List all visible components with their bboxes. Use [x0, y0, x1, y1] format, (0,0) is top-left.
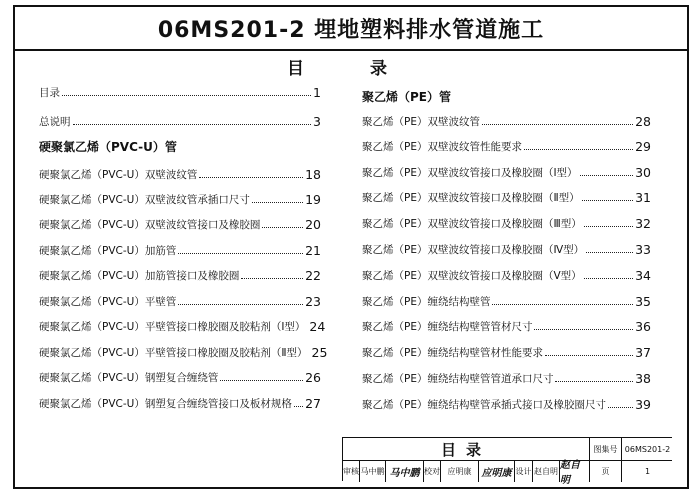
toc-entry-page: 35: [635, 294, 651, 309]
toc-entry-page: 32: [635, 216, 651, 231]
toc-entry-title: 聚乙烯（PE）缠绕结构壁管管道承口尺寸: [362, 373, 554, 385]
toc-entry-title: 聚乙烯（PE）缠绕结构壁管承插式接口及橡胶圈尺寸: [362, 399, 606, 411]
toc-entry: [39, 340, 328, 360]
toc-entry: [39, 212, 321, 232]
toc-entry: [39, 238, 321, 258]
toc-leader-dots: [584, 226, 633, 227]
toc-entry-title: 聚乙烯（PE）缠绕结构壁管管材尺寸: [362, 321, 533, 333]
check-label: 校对: [424, 460, 441, 482]
toc-leader-dots: [584, 278, 633, 279]
toc-entry-title: 聚乙烯（PE）双壁波纹管接口及橡胶圈（Ⅲ型）: [362, 218, 582, 230]
toc-entry-title: 聚乙烯（PE）双壁波纹管接口及橡胶圈（Ⅱ型）: [362, 192, 580, 204]
toc-entry-title: 硬聚氯乙烯（PVC-U）平壁管接口橡胶圈及胶粘剂（Ⅰ型）: [39, 321, 306, 333]
toc-leader-dots: [492, 304, 633, 305]
toc-entry-page: 20: [305, 217, 321, 232]
toc-leader-dots: [482, 124, 633, 125]
toc-entry: [362, 263, 651, 283]
toc-entry-title: 硬聚氯乙烯（PVC-U）双壁波纹管接口及橡胶圈: [39, 219, 261, 231]
toc-entry-page: 21: [305, 243, 321, 258]
toc-entry-page: 31: [635, 190, 651, 205]
reviewer-name: 马中鹏: [360, 460, 386, 482]
toc-entry-title: 硬聚氯乙烯（PVC-U）加筋管接口及橡胶圈: [39, 270, 240, 282]
toc-entry-page: 3: [313, 114, 321, 129]
designer-name: 赵自明: [533, 460, 560, 482]
toc-entry-title: 硬聚氯乙烯（PVC-U）平壁管接口橡胶圈及胶粘剂（Ⅱ型）: [39, 347, 308, 359]
toc-leader-dots: [178, 253, 303, 254]
toc-leader-dots: [262, 227, 303, 228]
toc-entry-page: 36: [635, 319, 651, 334]
toc-entry: [362, 314, 651, 334]
toc-entry: [39, 314, 326, 334]
toc-entry-page: 19: [305, 192, 321, 207]
toc-entry: [362, 340, 651, 360]
atlas-number: 06MS201-2: [624, 444, 671, 454]
checker-signature: 应明康: [479, 460, 515, 482]
toc-leader-dots: [524, 149, 633, 150]
toc-entry-title: 聚乙烯（PE）双壁波纹管性能要求: [362, 141, 522, 153]
toc-leader-dots: [241, 278, 303, 279]
toc-entry-page: 26: [305, 370, 321, 385]
toc-entry: [39, 263, 321, 283]
toc-entry-page: 34: [635, 268, 651, 283]
toc-entry-page: 37: [635, 345, 651, 360]
toc-entry-page: 24: [309, 319, 326, 334]
toc-entry-title: 硬聚氯乙烯（PVC-U）钢塑复合缠绕管: [39, 372, 219, 384]
toc-entry-title: 硬聚氯乙烯（PVC-U）双壁波纹管: [39, 169, 198, 181]
toc-entry-page: 33: [635, 242, 651, 257]
toc-leader-dots: [252, 202, 303, 203]
toc-entry-page: 27: [305, 396, 321, 411]
toc-entry: [362, 134, 651, 154]
toc-leader-dots: [545, 355, 633, 356]
toc-entry-page: 1: [313, 85, 321, 100]
toc-entry: [362, 237, 651, 257]
toc-leader-dots: [580, 175, 634, 176]
toc-leader-dots: [178, 304, 303, 305]
toc-entry-page: 28: [635, 114, 651, 129]
toc-section-heading: [39, 135, 321, 155]
document-title: 06MS201-2 埋地塑料排水管道施工: [15, 7, 687, 51]
toc-entry-title: 聚乙烯（PE）双壁波纹管: [362, 116, 480, 128]
toc-heading-right: 录: [370, 59, 387, 79]
toc-section-heading: [362, 85, 651, 105]
design-label: 设计: [515, 460, 533, 482]
toc-leader-dots: [555, 381, 633, 382]
toc-entry-title: 硬聚氯乙烯（PVC-U）双壁波纹管承插口尺寸: [39, 194, 250, 206]
toc-entry: [39, 162, 321, 182]
toc-entry-page: 38: [635, 371, 651, 386]
toc-entry-title: 硬聚氯乙烯（PVC-U）平壁管: [39, 296, 177, 308]
toc-entry: [362, 109, 651, 129]
toc-entry-page: 30: [635, 165, 651, 180]
toc-entry: [39, 187, 321, 207]
toc-entry-title: 聚乙烯（PE）双壁波纹管接口及橡胶圈（Ⅴ型）: [362, 270, 582, 282]
toc-entry-page: 18: [305, 167, 321, 182]
toc-entry-title: 总说明: [39, 116, 71, 128]
page-number: 1: [644, 466, 651, 476]
toc-entry-title: 聚乙烯（PE）双壁波纹管接口及橡胶圈（Ⅳ型）: [362, 244, 585, 256]
toc-leader-dots: [586, 252, 633, 253]
checker-name: 应明康: [441, 460, 479, 482]
toc-entry: [39, 109, 321, 129]
page-label: 页: [590, 460, 622, 482]
designer-signature: 赵自明: [560, 460, 590, 482]
toc-entry-title: 聚乙烯（PE）缠绕结构壁管材性能要求: [362, 347, 543, 359]
toc-entry: [362, 289, 651, 309]
toc-entry: [362, 185, 651, 205]
toc-leader-dots: [608, 407, 633, 408]
toc-entry: [39, 80, 321, 100]
toc-leader-dots: [199, 177, 303, 178]
toc-entry-title: 聚乙烯（PE）双壁波纹管接口及橡胶圈（Ⅰ型）: [362, 167, 578, 179]
toc-entry-title: 硬聚氯乙烯（PVC-U）钢塑复合缠绕管接口及板材规格: [39, 398, 292, 410]
reviewer-signature: 马中鹏: [386, 460, 424, 482]
toc-entry: [39, 365, 321, 385]
toc-heading-left: 目: [287, 59, 304, 79]
toc-entry: [362, 366, 651, 386]
toc-entry: [39, 391, 321, 411]
toc-leader-dots: [534, 329, 633, 330]
toc-leader-dots: [582, 200, 633, 201]
title-block: [342, 437, 672, 486]
atlas-label: 图集号: [590, 438, 622, 460]
toc-entry-page: 23: [305, 294, 321, 309]
toc-entry-page: 39: [635, 397, 651, 412]
toc-entry: [362, 211, 651, 231]
toc-entry-title: 聚乙烯（PE）管: [362, 90, 451, 104]
toc-entry-page: 29: [635, 139, 651, 154]
toc-entry: [362, 160, 651, 180]
toc-entry-page: 22: [305, 268, 321, 283]
toc-entry-page: 25: [311, 345, 328, 360]
toc-leader-dots: [220, 380, 303, 381]
toc-entry-title: 目录: [39, 87, 60, 99]
toc-entry: [362, 392, 651, 412]
toc-entry-title: 聚乙烯（PE）缠绕结构壁管: [362, 296, 491, 308]
review-label: 审核: [343, 460, 360, 482]
toc-leader-dots: [294, 406, 303, 407]
toc-entry-title: 硬聚氯乙烯（PVC-U）加筋管: [39, 245, 177, 257]
toc-leader-dots: [62, 95, 311, 96]
toc-entry: [39, 289, 321, 309]
sheet-title: 目录: [343, 438, 590, 460]
toc-entry-title: 硬聚氯乙烯（PVC-U）管: [39, 140, 177, 154]
toc-leader-dots: [73, 124, 312, 125]
